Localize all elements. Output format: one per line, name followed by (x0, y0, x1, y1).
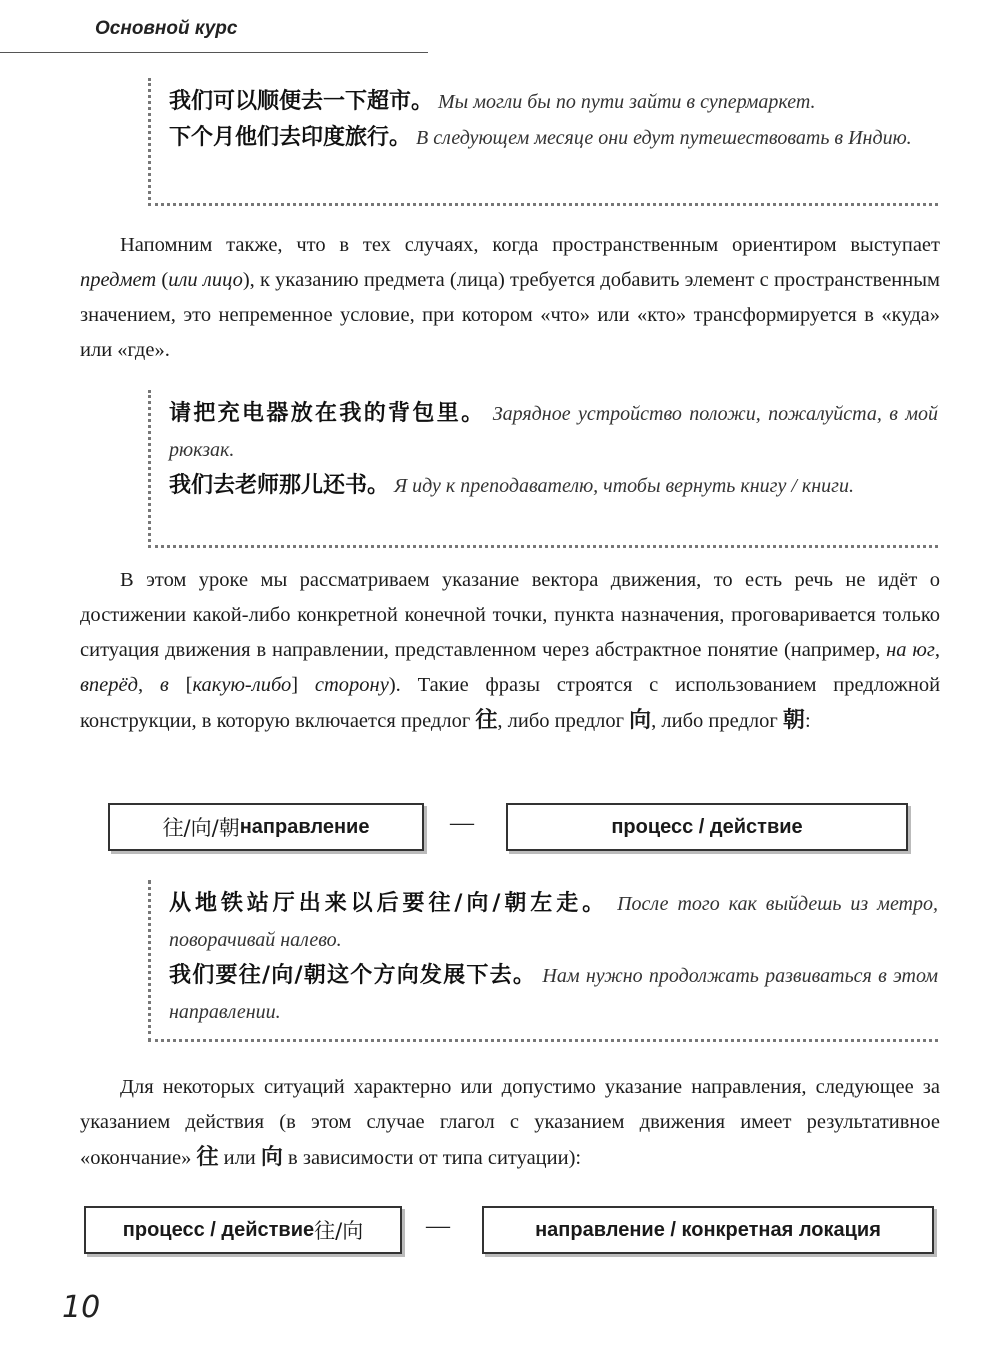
translation: Мы могли бы по пути зайти в супермаркет. (438, 91, 816, 113)
italic-term: сторону (314, 674, 389, 696)
example-block-1 (148, 78, 938, 206)
example-sentence (169, 120, 938, 156)
body-paragraph-1 (80, 228, 940, 368)
body-paragraph-3 (80, 1070, 940, 1176)
example-block-3 (148, 880, 938, 1042)
text-run: или (218, 1147, 261, 1169)
formula-box-action: процесс / действие (506, 803, 908, 851)
text-run: ), к указанию предмета (лица) требуется добавить элемент с пространственным значением, это непременное условие, при котором «что» или «кто» трансформируется в «куда» или «где». (80, 269, 940, 361)
page-header-title: Основной курс (95, 18, 238, 39)
italic-term: или лицо (168, 269, 243, 291)
formula-box-direction (108, 803, 424, 851)
chinese-sentence: 从地铁站厅出来以后要往/向/朝左走。 (169, 891, 609, 916)
text-run: ( (156, 269, 169, 291)
italic-term: какую-либо (192, 674, 292, 696)
chinese-sentence: 下个月他们去印度旅行。 (169, 125, 412, 150)
chinese-preposition: 往 (475, 708, 498, 733)
example-block-2 (148, 390, 938, 548)
formula-label: направление (239, 815, 370, 838)
translation: Я иду к преподавателю, чтобы вернуть книгу / книги. (394, 475, 854, 497)
formula-chinese: 往/向 (314, 1219, 364, 1243)
translation: Нам нужно продолжать развиваться в этом направлении. (169, 965, 939, 1023)
italic-term: вперёд (80, 674, 138, 696)
text-run: , (934, 639, 941, 661)
text-run: В этом уроке мы рассматриваем указание вектора движения, то есть речь не идёт о достижении какой-либо конкретной конечной точки, пункта назначения, проговаривается только ситуация движения в направлении, представленном через абстрактное понятие (например, (80, 569, 940, 661)
example-sentence (169, 468, 938, 504)
chinese-preposition: 朝 (782, 708, 805, 733)
formula-label: процесс / действие (122, 1218, 315, 1241)
chinese-preposition: 向 (629, 708, 652, 733)
translation: После того как выйдешь из метро, поворачивай налево. (169, 893, 938, 951)
chinese-sentence: 我们可以顺便去一下超市。 (169, 89, 434, 114)
text-run: Для некоторых ситуаций характерно или допустимо указание направления, следующее за указанием действия (в этом случае глагол с указанием движения имеет результативное «окончание» (80, 1076, 940, 1169)
italic-term: предмет (80, 269, 157, 291)
chinese-preposition: 向 (260, 1145, 283, 1170)
text-run: ] (291, 674, 315, 696)
text-run: [ (168, 674, 193, 696)
italic-term: в (159, 674, 169, 696)
example-sentence (169, 396, 938, 468)
text-run: в зависимости от типа ситуации): (282, 1147, 582, 1169)
text-run: , (137, 674, 160, 696)
example-sentence (169, 958, 938, 1030)
header-rule (0, 52, 428, 53)
formula-dash: — (450, 810, 474, 836)
translation: Зарядное устройство положи, пожалуйста, в мой рюкзак. (169, 403, 938, 461)
chinese-sentence: 我们去老师那儿还书。 (169, 473, 390, 498)
translation: В следующем месяце они едут путешествовать в Индию. (416, 127, 912, 149)
text-run: ). Такие фразы строятся с использованием предложной конструкции, в которую включается предлог (80, 674, 941, 732)
formula-chinese: 往/向/朝 (162, 816, 240, 840)
italic-term: на юг (886, 639, 935, 661)
formula-box-location: направление / конкретная локация (482, 1206, 934, 1254)
formula-dash: — (426, 1213, 450, 1239)
text-run: Напомним также, что в тех случаях, когда пространственным ориентиром выступает (120, 234, 940, 256)
page-number: 10 (62, 1290, 101, 1325)
text-run: : (804, 710, 811, 732)
body-paragraph-2 (80, 563, 940, 739)
example-sentence (169, 84, 938, 120)
chinese-sentence: 我们要往/向/朝这个方向发展下去。 (169, 963, 537, 988)
text-run: , либо предлог (497, 710, 630, 732)
formula-box-action-direction (84, 1206, 402, 1254)
text-run: , либо предлог (651, 710, 783, 732)
chinese-sentence: 请把充电器放在我的背包里。 (169, 401, 486, 426)
example-sentence (169, 886, 938, 958)
chinese-preposition: 往 (196, 1145, 219, 1170)
